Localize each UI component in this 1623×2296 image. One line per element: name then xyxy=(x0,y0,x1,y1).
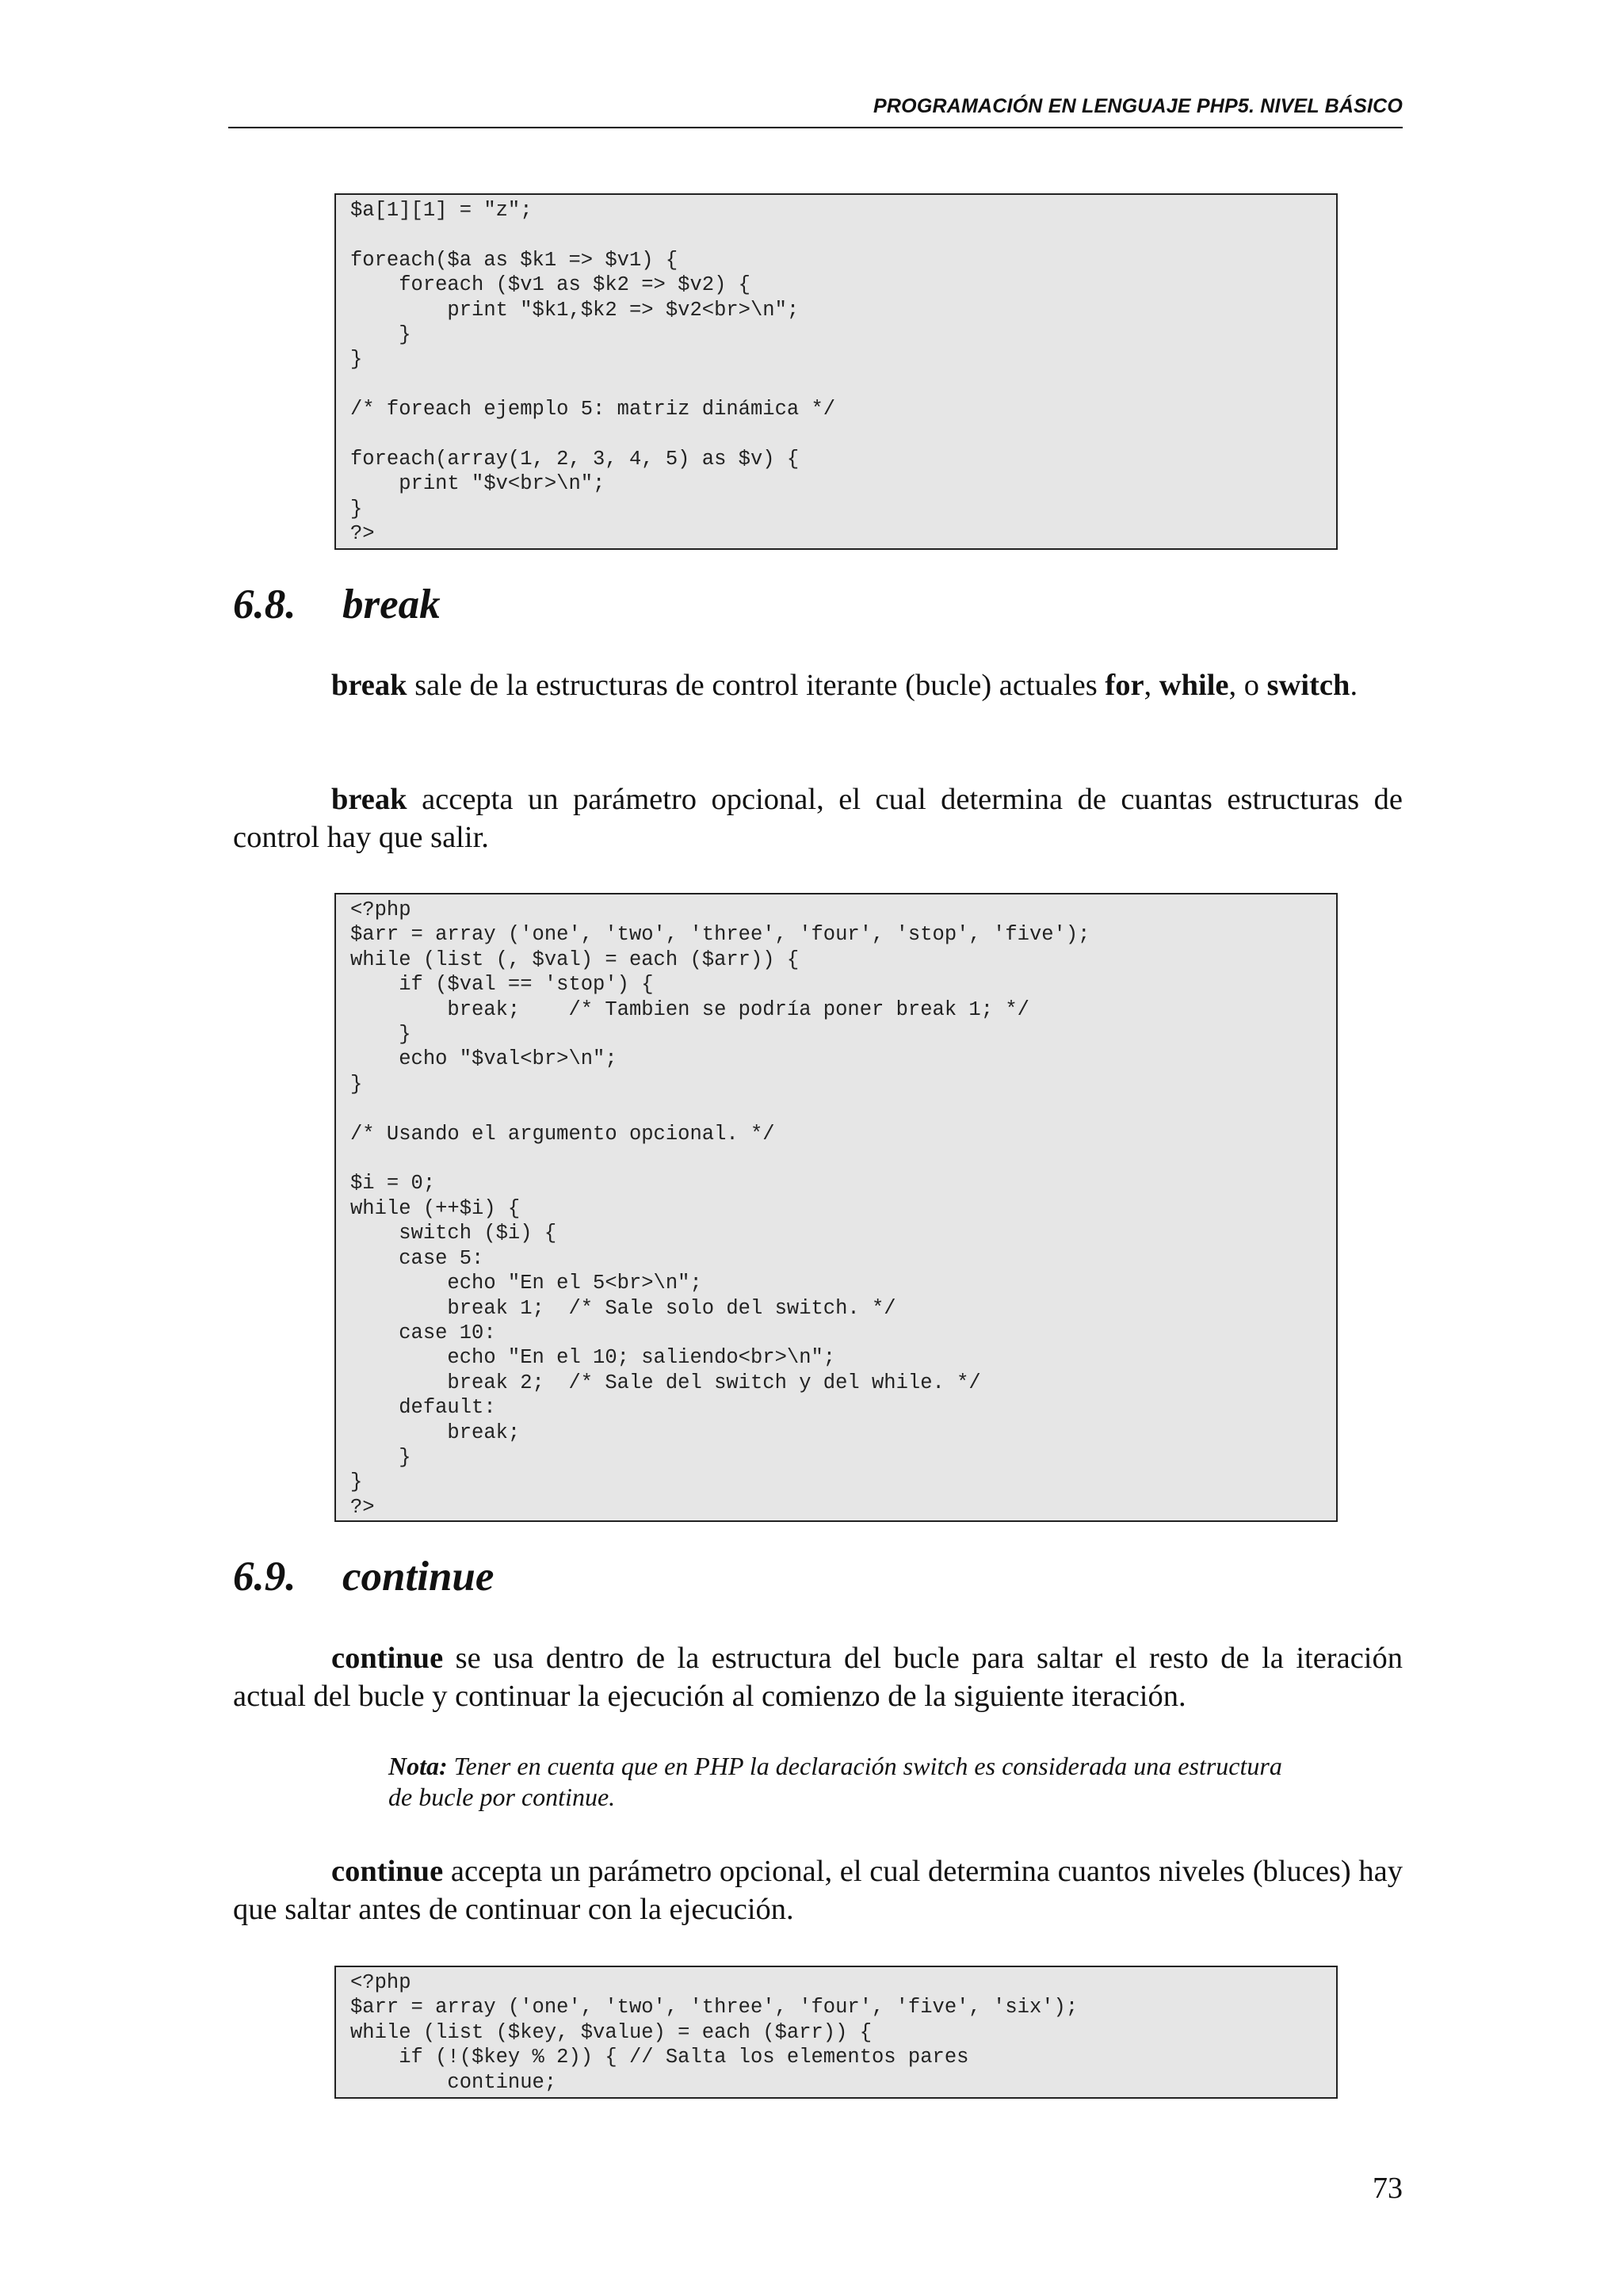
keyword: break xyxy=(331,783,407,816)
section-heading-continue xyxy=(233,1553,494,1600)
code-block-continue: <?php $arr = array ('one', 'two', 'three', 'four', 'five', 'six'); while (list ($key, $value) = each ($arr)) { if (!($key % 2)) { // Salta los elementos pares continue; xyxy=(334,1966,1338,2099)
section-title: continue xyxy=(342,1554,495,1600)
running-header: PROGRAMACIÓN EN LENGUAJE PHP5. NIVEL BÁSICO xyxy=(228,95,1403,128)
section-number: 6.8. xyxy=(233,582,296,627)
section-heading-break xyxy=(233,581,441,628)
paragraph-break-param xyxy=(233,780,1403,856)
text: accepta un parámetro opcional, el cual determina cuantos niveles (bluces) hay que saltar antes de continuar con la ejecución. xyxy=(233,1855,1403,1926)
keyword: while xyxy=(1159,669,1229,702)
text: , xyxy=(1144,669,1159,702)
note-label: Nota: xyxy=(388,1752,448,1780)
code-block-foreach: $a[1][1] = "z"; foreach($a as $k1 => $v1) { foreach ($v1 as $k2 => $v2) { print "$k1,$k2 => $v2<br>\n"; } } /* foreach ejemplo 5: matriz dinámica */ foreach(array(1, 2, 3, 4, 5) as $v) { print "$v<br>\n"; } ?> xyxy=(334,193,1338,550)
text: se usa dentro de la estructura del bucle para saltar el resto de la iteración actual del bucle y continuar la ejecución al comienzo de la siguiente iteración. xyxy=(233,1642,1403,1713)
section-title: break xyxy=(342,582,441,627)
keyword: continue xyxy=(331,1642,444,1675)
page-number: 73 xyxy=(1373,2172,1403,2205)
text: sale de la estructuras de control iterante (bucle) actuales xyxy=(407,669,1106,702)
paragraph-continue-param xyxy=(233,1852,1403,1928)
text: accepta un parámetro opcional, el cual determina de cuantas estructuras de control hay que salir. xyxy=(233,783,1403,854)
text: . xyxy=(1350,669,1358,702)
keyword: break xyxy=(331,669,407,702)
code-block-break: <?php $arr = array ('one', 'two', 'three', 'four', 'stop', 'five'); while (list (, $val) = each ($arr)) { if ($val == 'stop') { break; /* Tambien se podría poner break 1; */ } echo "$val<br>\n"; } /* Usando el argumento opcional. */ $i = 0; while (++$i) { switch ($i) { case 5: echo "En el 5<br>\n"; break 1; /* Sale solo del switch. */ case 10: echo "En el 10; saliendo<br>\n"; break 2; /* Sale del switch y del while. */ default: break; } } ?> xyxy=(334,893,1338,1522)
text: , o xyxy=(1228,669,1267,702)
section-number: 6.9. xyxy=(233,1554,296,1600)
note xyxy=(388,1751,1308,1813)
paragraph-continue-intro xyxy=(233,1639,1403,1715)
note-text: Tener en cuenta que en PHP la declaración switch es considerada una estructura de bucle por continue. xyxy=(388,1752,1282,1811)
keyword: for xyxy=(1105,669,1144,702)
keyword: switch xyxy=(1266,669,1350,702)
keyword: continue xyxy=(331,1855,444,1888)
paragraph-break-intro xyxy=(233,666,1403,704)
